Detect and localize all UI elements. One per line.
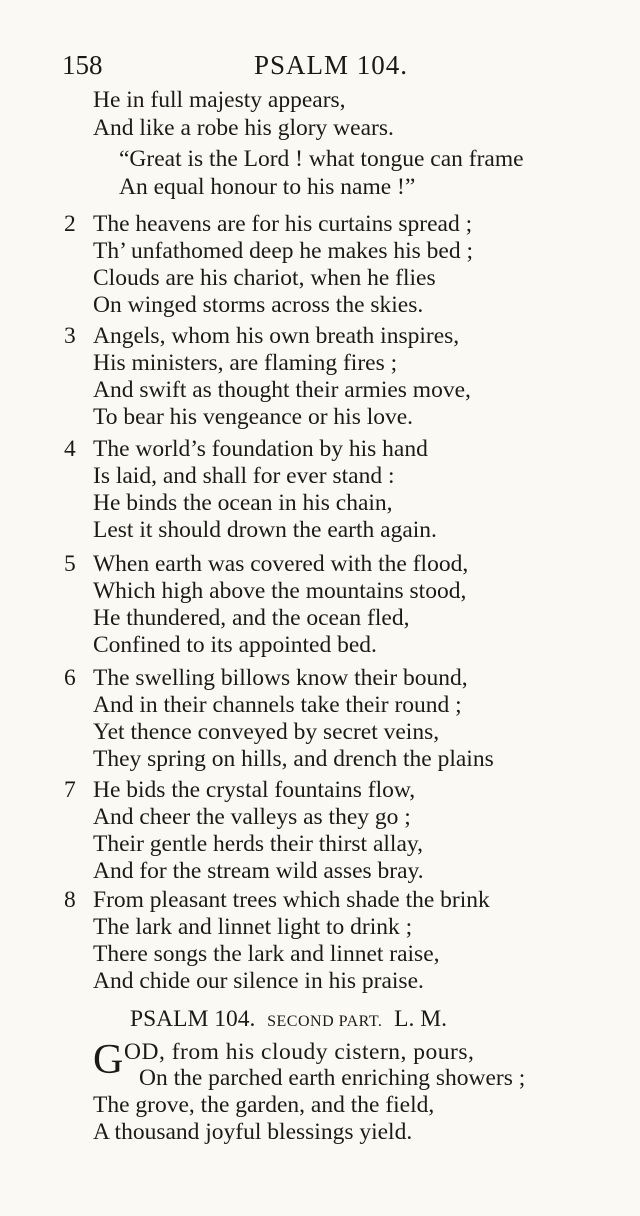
- stanza-number: 8: [64, 887, 76, 913]
- verse-line: He bids the crystal fountains flow,: [93, 777, 416, 803]
- stanza-number: 5: [64, 551, 76, 577]
- verse-line: The grove, the garden, and the field,: [93, 1092, 435, 1118]
- section-title: PSALM 104.: [130, 1006, 256, 1032]
- verse-line: Clouds are his chariot, when he flies: [93, 265, 436, 291]
- running-title: PSALM 104.: [254, 50, 409, 80]
- verse-line: And swift as thought their armies move,: [93, 377, 471, 403]
- verse-line: And like a robe his glory wears.: [93, 115, 394, 141]
- verse-line: And chide our silence in his praise.: [93, 968, 424, 994]
- stanza-number: 6: [64, 665, 76, 691]
- page-number: 158: [62, 50, 103, 80]
- verse-line: From pleasant trees which shade the brink: [93, 887, 490, 913]
- verse-line: A thousand joyful blessings yield.: [93, 1119, 413, 1145]
- verse-line: When earth was covered with the flood,: [93, 551, 469, 577]
- section-subtitle: SECOND PART.: [267, 1013, 383, 1030]
- verse-line: To bear his vengeance or his love.: [93, 404, 414, 430]
- verse-line: Th’ unfathomed deep he makes his bed ;: [93, 238, 474, 264]
- verse-line: The world’s foundation by his hand: [93, 436, 428, 462]
- verse-line: On the parched earth enriching showers ;: [139, 1065, 526, 1091]
- verse-line: And cheer the valleys as they go ;: [93, 804, 411, 830]
- verse-line: Lest it should drown the earth again.: [93, 517, 437, 543]
- verse-line: “Great is the Lord ! what tongue can frame: [119, 146, 524, 172]
- verse-line: The lark and linnet light to drink ;: [93, 914, 413, 940]
- verse-line: Yet thence conveyed by secret veins,: [93, 719, 440, 745]
- stanza-number: 2: [64, 211, 76, 237]
- verse-line: And in their channels take their round ;: [93, 692, 462, 718]
- drop-cap: G: [93, 1037, 124, 1083]
- verse-line: Angels, whom his own breath inspires,: [93, 323, 460, 349]
- stanza-number: 7: [64, 777, 76, 803]
- verse-line: His ministers, are flaming fires ;: [93, 350, 398, 376]
- page-header: [62, 46, 422, 84]
- stanza-number: 4: [64, 436, 76, 462]
- section-heading: [130, 1004, 550, 1034]
- verse-line: Their gentle herds their thirst allay,: [93, 831, 423, 857]
- verse-line: The heavens are for his curtains spread ;: [93, 211, 473, 237]
- verse-line: The swelling billows know their bound,: [93, 665, 468, 691]
- verse-line: He binds the ocean in his chain,: [93, 490, 393, 516]
- meter-label: L. M.: [394, 1006, 448, 1032]
- verse-line: And for the stream wild asses bray.: [93, 858, 424, 884]
- verse-line: Confined to its appointed bed.: [93, 632, 377, 658]
- stanza-number: 3: [64, 323, 76, 349]
- verse-line: On winged storms across the skies.: [93, 292, 424, 318]
- verse-line: They spring on hills, and drench the plains: [93, 746, 494, 772]
- verse-line: He thundered, and the ocean fled,: [93, 605, 410, 631]
- verse-line: An equal honour to his name !”: [119, 174, 416, 200]
- verse-line: He in full majesty appears,: [93, 87, 346, 113]
- verse-line: OD, from his cloudy cistern, pours,: [124, 1039, 475, 1065]
- verse-line: Which high above the mountains stood,: [93, 578, 467, 604]
- verse-line: Is laid, and shall for ever stand :: [93, 463, 395, 489]
- verse-line: There songs the lark and linnet raise,: [93, 941, 440, 967]
